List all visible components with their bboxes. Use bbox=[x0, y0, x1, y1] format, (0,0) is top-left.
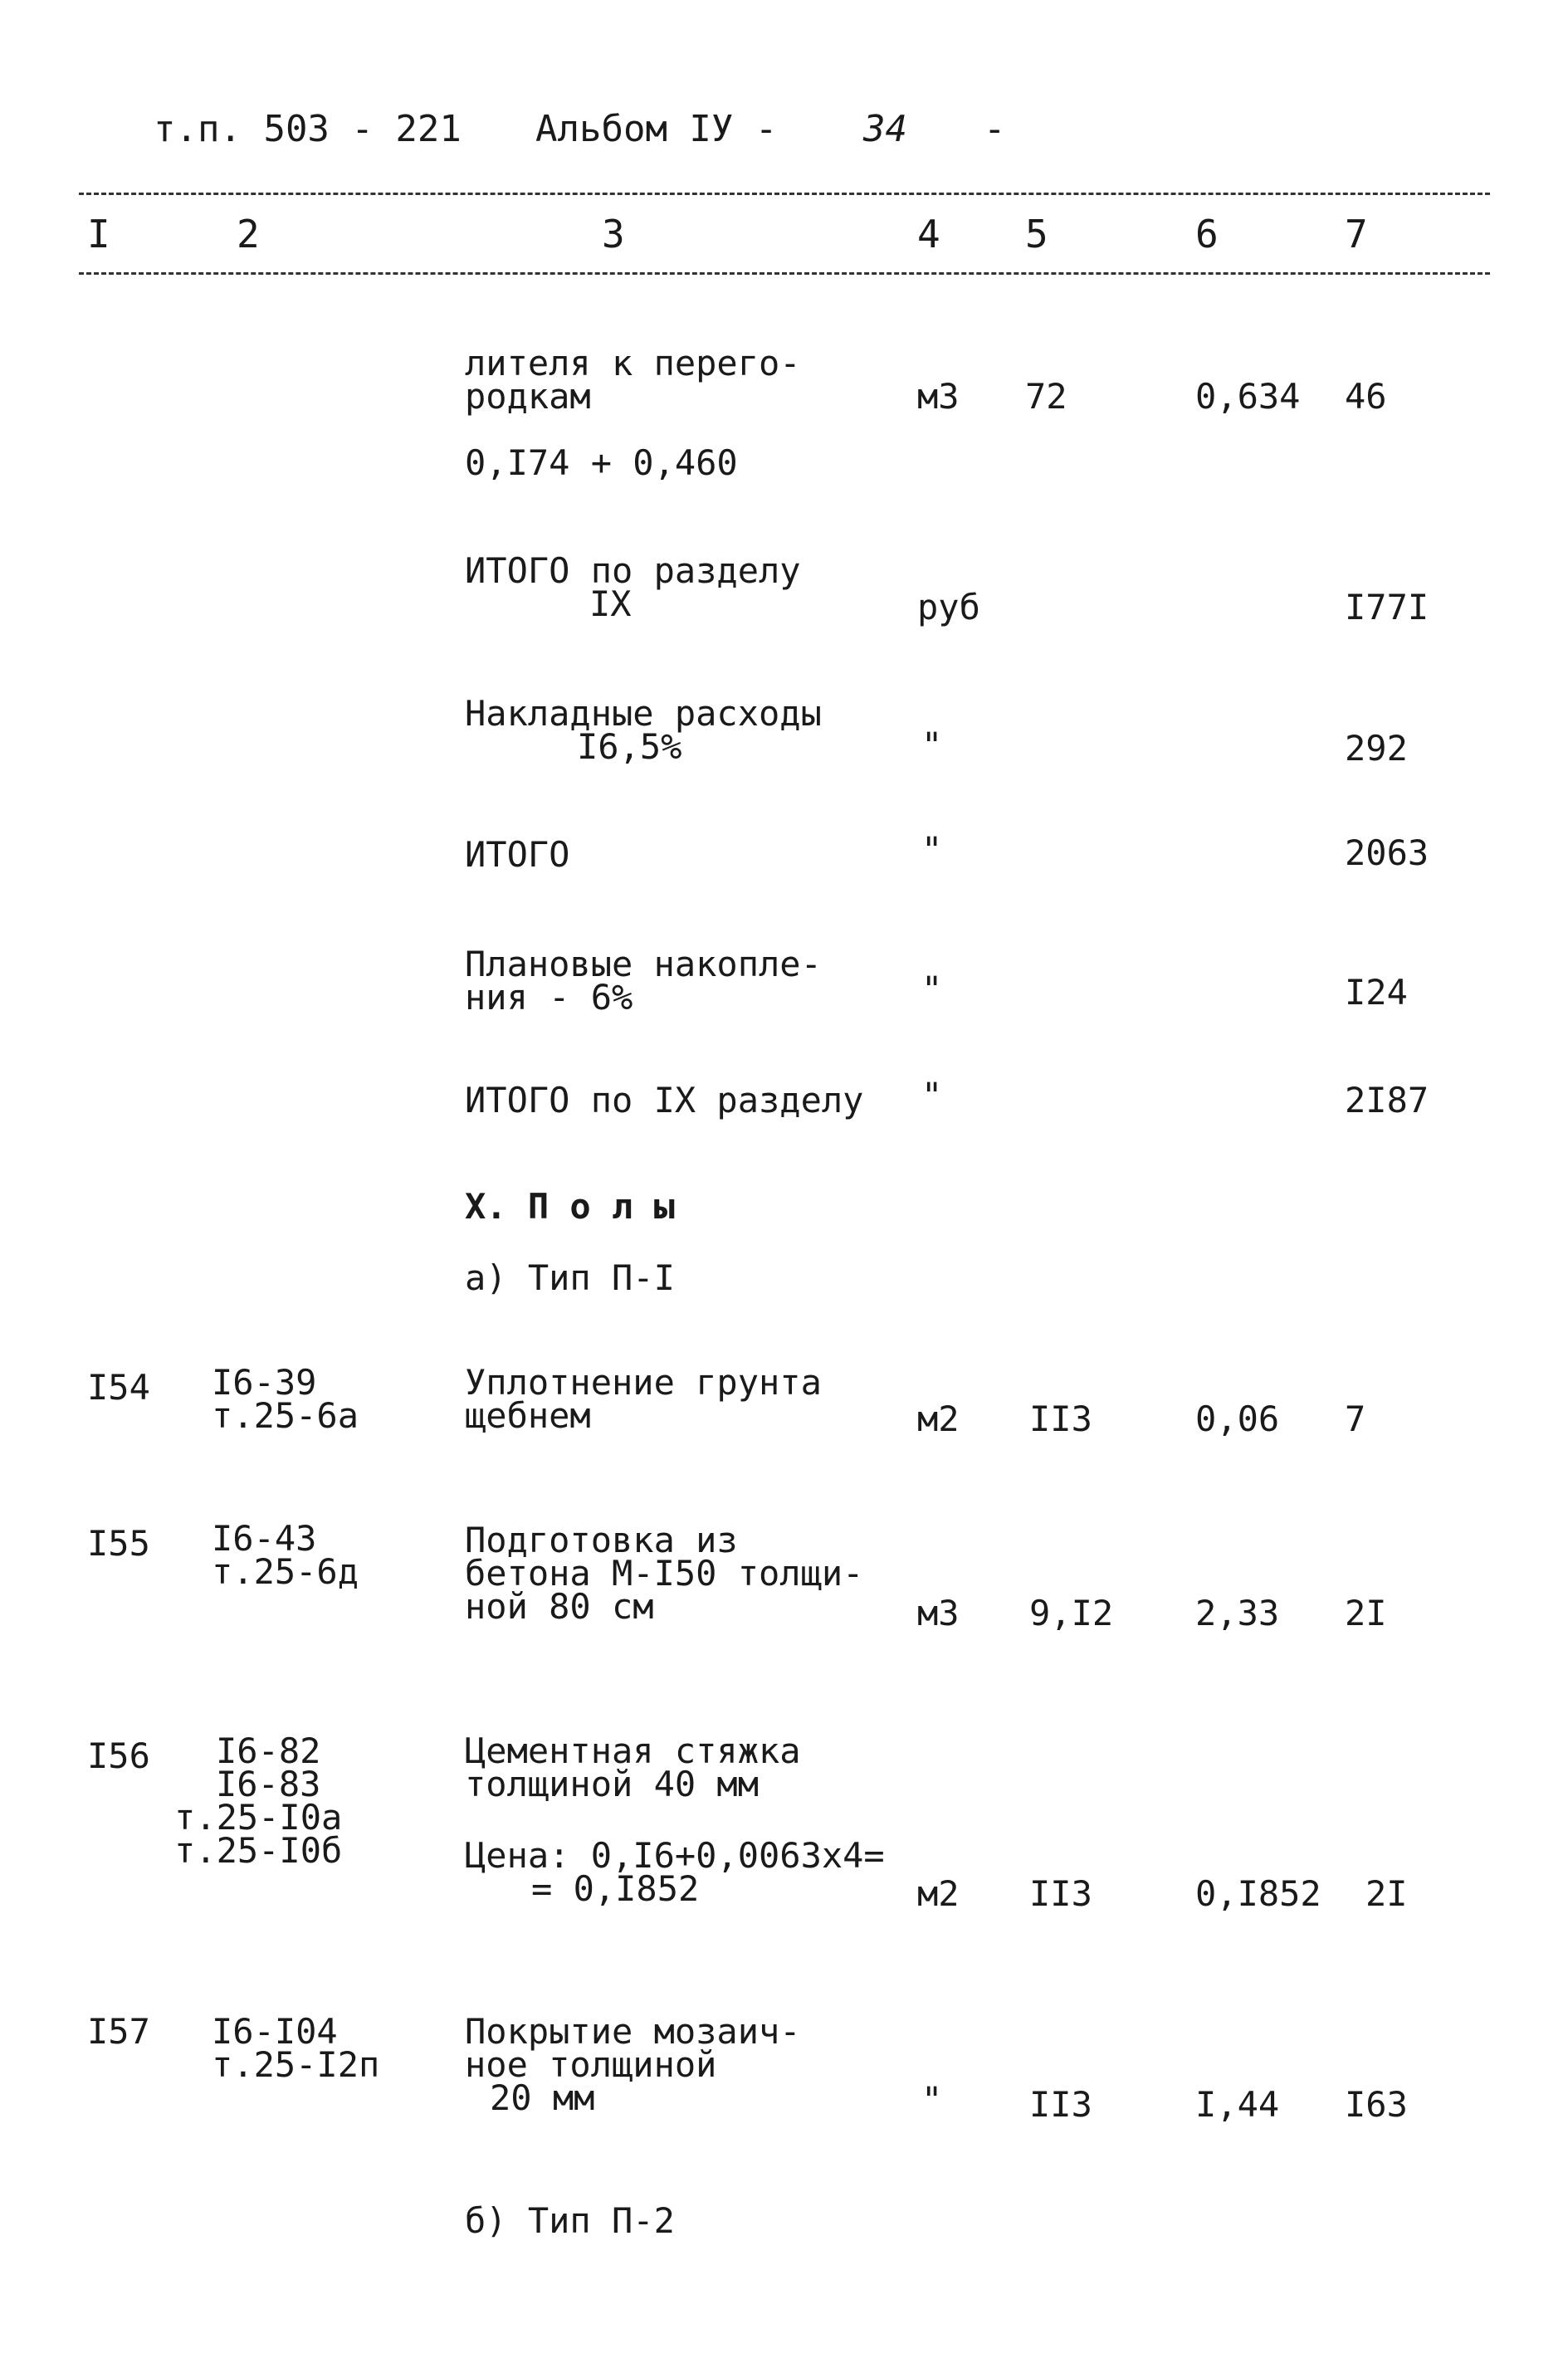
row154-code-line2: т.25-6а bbox=[212, 1395, 359, 1436]
row4-total: 2063 bbox=[1345, 832, 1429, 873]
row154-number: I54 bbox=[87, 1367, 150, 1408]
row3-desc-line2: I6,5% bbox=[577, 726, 682, 767]
column-3-header: 3 bbox=[602, 212, 625, 256]
row2-desc-line1: ИТОГО по разделу bbox=[465, 550, 801, 591]
row1-desc-line3: 0,I74 + 0,460 bbox=[465, 442, 738, 483]
row154-total: 7 bbox=[1345, 1399, 1366, 1439]
row155-qty: 9,I2 bbox=[1029, 1593, 1114, 1633]
row1-price: 0,634 bbox=[1195, 376, 1301, 417]
row1-qty: 72 bbox=[1025, 376, 1067, 417]
row3-desc-line1: Накладные расходы bbox=[465, 693, 822, 734]
row3-unit: " bbox=[921, 725, 943, 765]
section-x-title: Х. П о л ы bbox=[465, 1186, 675, 1227]
row4-unit: " bbox=[921, 829, 943, 870]
row156-code-line1: I6-82 bbox=[216, 1731, 321, 1771]
page-number: 34 bbox=[863, 108, 907, 150]
type-b-heading: б) Тип П-2 bbox=[465, 2200, 675, 2241]
row155-total: 2I bbox=[1345, 1593, 1387, 1633]
type-a-heading: а) Тип П-I bbox=[465, 1257, 675, 1298]
row155-desc-line2: бетона М-I50 толщи- bbox=[465, 1553, 864, 1594]
row2-unit: руб bbox=[917, 587, 980, 627]
row6-unit: " bbox=[921, 1075, 943, 1115]
row154-qty: II3 bbox=[1029, 1399, 1092, 1439]
row1-unit: м3 bbox=[917, 376, 960, 417]
row155-price: 2,33 bbox=[1195, 1593, 1280, 1633]
row155-desc-line1: Подготовка из bbox=[465, 1520, 738, 1560]
row157-unit: " bbox=[921, 2079, 943, 2120]
column-2-header: 2 bbox=[237, 212, 260, 256]
row155-number: I55 bbox=[87, 1523, 150, 1564]
header-dash: - bbox=[984, 108, 1006, 150]
row156-desc-line3: Цена: 0,I6+0,0063х4= bbox=[465, 1835, 885, 1876]
row2-total: I77I bbox=[1345, 587, 1429, 627]
row154-code-line1: I6-39 bbox=[212, 1362, 317, 1403]
row156-desc-line4: = 0,I852 bbox=[531, 1868, 700, 1909]
row155-desc-line3: ной 80 см bbox=[465, 1586, 654, 1627]
row5-total: I24 bbox=[1345, 972, 1408, 1013]
row157-desc-line2: ное толщиной bbox=[465, 2044, 717, 2085]
row157-desc-line3: 20 мм bbox=[490, 2077, 595, 2118]
row156-number: I56 bbox=[87, 1735, 150, 1776]
row154-unit: м2 bbox=[917, 1399, 960, 1439]
row1-total: 46 bbox=[1345, 376, 1387, 417]
row156-unit: м2 bbox=[917, 1873, 960, 1914]
column-6-header: 6 bbox=[1195, 212, 1219, 256]
row156-code-line4: т.25-I0б bbox=[174, 1830, 343, 1871]
row157-code-line1: I6-I04 bbox=[212, 2011, 338, 2052]
row156-qty: II3 bbox=[1029, 1873, 1092, 1914]
row157-number: I57 bbox=[87, 2011, 150, 2052]
row156-code-line2: I6-83 bbox=[216, 1764, 321, 1804]
row154-desc-line2: щебнем bbox=[465, 1395, 591, 1436]
row5-desc-line1: Плановые накопле- bbox=[465, 944, 822, 984]
row155-code-line2: т.25-6д bbox=[212, 1551, 359, 1592]
row156-price: 0,I852 bbox=[1195, 1873, 1321, 1914]
row156-code-line3: т.25-I0а bbox=[174, 1797, 343, 1838]
row5-unit: " bbox=[921, 969, 943, 1009]
row6-desc: ИТОГО по IX разделу bbox=[465, 1080, 864, 1120]
row157-desc-line1: Покрытие мозаич- bbox=[465, 2011, 801, 2052]
column-5-header: 5 bbox=[1025, 212, 1048, 256]
row157-code-line2: т.25-I2п bbox=[212, 2044, 380, 2085]
header-rule bbox=[79, 272, 1490, 275]
row156-desc-line1: Цементная стяжка bbox=[465, 1731, 801, 1771]
row2-desc-line2: IX bbox=[589, 583, 632, 624]
row4-desc: ИТОГО bbox=[465, 834, 570, 875]
row157-qty: II3 bbox=[1029, 2084, 1092, 2125]
column-4-header: 4 bbox=[917, 212, 940, 256]
top-rule bbox=[79, 193, 1490, 195]
row154-price: 0,06 bbox=[1195, 1399, 1280, 1439]
column-1-header: I bbox=[87, 212, 110, 256]
row154-desc-line1: Уплотнение грунта bbox=[465, 1362, 822, 1403]
column-7-header: 7 bbox=[1345, 212, 1368, 256]
row156-desc-line2: толщиной 40 мм bbox=[465, 1764, 760, 1804]
row157-total: I63 bbox=[1345, 2084, 1408, 2125]
doc-reference: т.п. 503 - 221 bbox=[154, 108, 462, 150]
row1-desc-line1: лителя к перего- bbox=[465, 343, 801, 383]
row155-code-line1: I6-43 bbox=[212, 1518, 317, 1559]
album-label: Альбом IУ - bbox=[535, 108, 778, 150]
row6-total: 2I87 bbox=[1345, 1080, 1429, 1120]
row1-desc-line2: родкам bbox=[465, 376, 591, 417]
row3-total: 292 bbox=[1345, 728, 1408, 769]
row156-total: 2I bbox=[1365, 1873, 1408, 1914]
row5-desc-line2: ния - 6% bbox=[465, 977, 633, 1018]
row155-unit: м3 bbox=[917, 1593, 960, 1633]
row157-price: I,44 bbox=[1195, 2084, 1280, 2125]
